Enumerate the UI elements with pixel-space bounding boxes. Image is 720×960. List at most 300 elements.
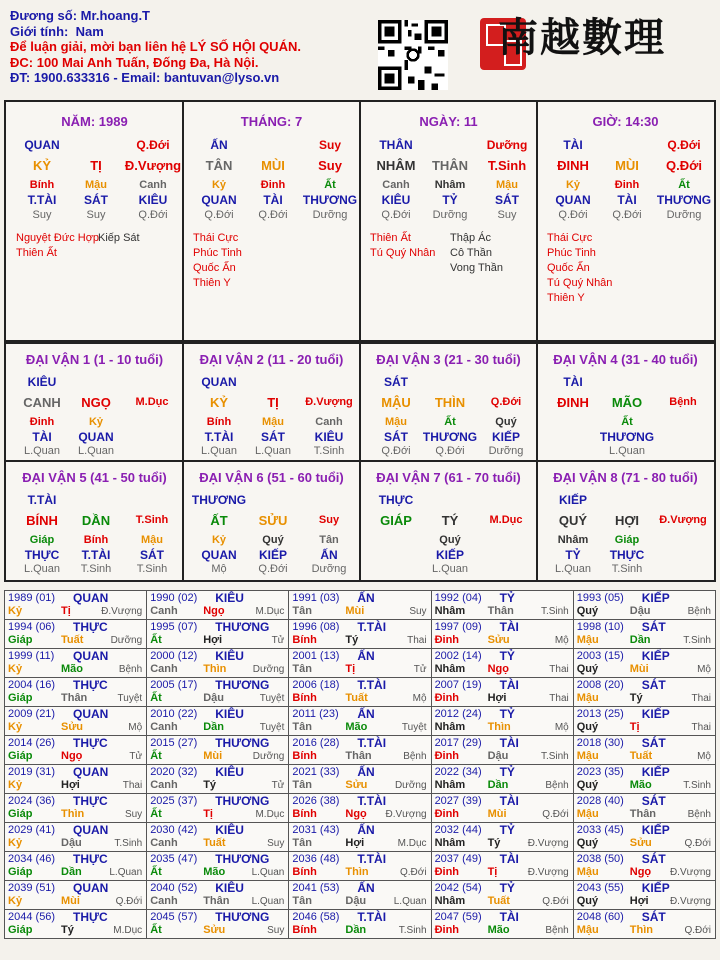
year-can: Ất <box>150 866 162 878</box>
year-cell <box>573 881 715 910</box>
dai-van-thap-than: KIÊU <box>27 375 57 389</box>
year-can: Tân <box>292 663 312 675</box>
dai-van-hidden-tg: T.TÀI <box>204 430 234 444</box>
dai-van-chi: TỊ <box>267 395 279 410</box>
year-label: 2029 (41) <box>8 824 56 836</box>
year-chi: Hợi <box>629 895 649 907</box>
year-label: 2042 (54) <box>434 882 482 894</box>
dai-van-hidden-ts: L.Quan <box>200 445 238 457</box>
dai-van-hidden-can: Ất <box>444 416 456 428</box>
year-truong-sinh: Tử <box>413 664 427 675</box>
dai-van-thap-than: KIẾP <box>558 493 588 507</box>
year-can: Bính <box>292 750 317 762</box>
dai-van-hidden-ts: L.Quan <box>554 563 592 575</box>
dai-van-thap-than: THƯƠNG <box>191 493 247 507</box>
star-good: Tú Quý Nhân <box>547 277 613 289</box>
year-label: 1989 (01) <box>8 592 56 604</box>
year-thap-than: THƯƠNG <box>215 852 270 866</box>
year-chi: Mão <box>629 779 652 791</box>
pillar-row5-cell: Suy <box>497 209 517 221</box>
year-label: 2041 (53) <box>292 882 340 894</box>
pillar-row5-cell: Q.Đới <box>558 209 588 221</box>
year-truong-sinh: Suy <box>124 809 143 820</box>
pillar-row3-cell: Đinh <box>614 179 640 191</box>
year-thap-than: THỰC <box>73 678 108 692</box>
dai-van-hidden-tg: KIẾP <box>435 548 465 562</box>
year-thap-than: TÀI <box>499 736 519 750</box>
pillar-row3-cell: Mậu <box>85 179 107 191</box>
contact-line-1: Để luận giải, mời bạn liên hệ LÝ SỐ HỘI QUÁN. <box>10 39 301 54</box>
pillar-row4-cell: TÀI <box>617 193 637 207</box>
year-thap-than: THỰC <box>73 910 108 924</box>
year-cell <box>431 591 573 620</box>
year-can: Nhâm <box>434 721 466 733</box>
year-chi: Dậu <box>203 692 224 704</box>
pillar-row1-cell: QUAN <box>24 138 60 152</box>
pillar-row4-cell: KIÊU <box>381 193 411 207</box>
year-truong-sinh: Q.Đới <box>684 838 711 849</box>
year-cell <box>147 881 289 910</box>
year-thap-than: ẤN <box>357 649 375 663</box>
year-truong-sinh: M.Dục <box>255 606 285 617</box>
year-chi: Dậu <box>487 750 509 762</box>
year-truong-sinh: Tử <box>129 751 143 762</box>
year-truong-sinh: Đ.Vượng <box>669 896 711 907</box>
year-truong-sinh: M.Dục <box>113 925 143 936</box>
year-chi: Hợi <box>345 837 365 849</box>
pillar-row3-cell: Canh <box>382 179 410 191</box>
dai-van-thap-than: TÀI <box>563 375 583 389</box>
dai-van-hidden-ts: T.Sinh <box>136 563 168 575</box>
year-chi: Thìn <box>487 721 511 733</box>
year-thap-than: TỶ <box>499 649 515 663</box>
year-can: Đinh <box>434 866 460 878</box>
pillar-row2-cell: Suy <box>318 158 342 173</box>
dai-van-hidden-ts: T.Sinh <box>80 563 112 575</box>
year-chi: Sửu <box>629 837 652 849</box>
year-can: Canh <box>150 895 178 907</box>
pillar-row2-cell: T.Sinh <box>487 158 527 173</box>
year-truong-sinh: L.Quan <box>393 896 427 907</box>
year-chi: Dần <box>487 779 509 791</box>
year-label: 2028 (40) <box>576 795 624 807</box>
dai-van-panel <box>4 342 716 582</box>
year-thap-than: KIẾP <box>641 707 670 721</box>
table-row <box>5 736 716 765</box>
year-truong-sinh: Mộ <box>554 635 569 646</box>
dai-van-can: GIÁP <box>380 513 412 528</box>
year-cell <box>147 707 289 736</box>
pillar-row2-cell: MÙI <box>615 158 639 173</box>
pillars-panel <box>4 100 716 342</box>
year-thap-than: SÁT <box>641 852 666 866</box>
year-truong-sinh: T.Sinh <box>683 780 711 791</box>
year-truong-sinh: Tuyệt <box>117 693 143 704</box>
year-truong-sinh: Thai <box>122 780 143 791</box>
year-can: Ất <box>150 692 162 704</box>
star-bad: Kiếp Sát <box>98 232 140 244</box>
dai-van-can: ẤT <box>210 513 228 528</box>
year-truong-sinh: T.Sinh <box>683 635 711 646</box>
year-cell <box>289 852 431 881</box>
year-can: Mậu <box>576 808 599 820</box>
year-thap-than: THỰC <box>73 794 108 808</box>
year-label: 2001 (13) <box>292 650 340 662</box>
dai-van-row-divider <box>6 460 714 462</box>
year-can: Kỷ <box>8 837 23 849</box>
year-chi: Mùi <box>203 750 223 762</box>
dai-van-truong-sinh: Suy <box>318 514 340 526</box>
year-chi: Thân <box>629 808 657 820</box>
dai-van-hidden-tg: TÀI <box>32 430 52 444</box>
star-bad: Thập Ác <box>450 232 491 244</box>
table-row <box>5 794 716 823</box>
year-cell <box>431 794 573 823</box>
dai-van-can: ĐINH <box>557 395 589 410</box>
year-thap-than: TỶ <box>499 765 515 779</box>
dai-van-hidden-ts: T.Sinh <box>313 445 345 457</box>
year-chi: Sửu <box>203 924 226 936</box>
pillar-row4-cell: TỶ <box>442 193 458 207</box>
dai-van-heading: ĐẠI VẬN 5 (41 - 50 tuổi) <box>22 470 167 485</box>
year-cell <box>573 707 715 736</box>
pillar-row5-cell: Dưỡng <box>666 209 702 221</box>
year-cell <box>431 765 573 794</box>
year-chi: Ngọ <box>345 808 367 820</box>
year-truong-sinh: Đ.Vượng <box>527 867 569 878</box>
year-can: Ất <box>150 808 162 820</box>
year-thap-than: TỶ <box>499 591 515 605</box>
dai-van-hidden-ts: Q.Đới <box>435 445 465 457</box>
table-row <box>5 678 716 707</box>
pillar-row3-cell: Canh <box>139 179 167 191</box>
dai-van-hidden-ts: L.Quan <box>254 445 292 457</box>
qr-code-icon <box>378 20 448 90</box>
year-chi: Dậu <box>345 895 367 907</box>
year-chi: Hợi <box>203 634 223 646</box>
year-cell <box>147 794 289 823</box>
year-cell <box>431 852 573 881</box>
pillar-row1-cell: TÀI <box>563 138 583 152</box>
dai-van-hidden-tg: THƯƠNG <box>599 430 655 444</box>
year-can: Bính <box>292 808 317 820</box>
year-thap-than: ẤN <box>357 591 375 605</box>
year-thap-than: SÁT <box>641 736 666 750</box>
year-thap-than: ẤN <box>357 881 375 895</box>
year-chi: Sửu <box>61 721 84 733</box>
year-cell <box>5 678 147 707</box>
dai-van-thap-than: SÁT <box>384 375 408 389</box>
year-chi: Ngọ <box>629 866 652 878</box>
dai-van-hidden-can: Kỷ <box>88 416 104 428</box>
star-good: Thái Cực <box>193 232 239 244</box>
year-cell <box>431 620 573 649</box>
year-thap-than: QUAN <box>73 649 109 663</box>
year-truong-sinh: Bệnh <box>687 809 711 820</box>
dai-van-can: MẬU <box>381 395 411 410</box>
year-truong-sinh: Tử <box>271 635 285 646</box>
annual-luck-table <box>4 590 716 939</box>
year-truong-sinh: T.Sinh <box>398 925 427 936</box>
year-thap-than: KIẾP <box>641 591 670 605</box>
year-label: 2015 (27) <box>150 737 198 749</box>
year-truong-sinh: Mộ <box>412 693 427 704</box>
year-thap-than: KIÊU <box>215 707 244 721</box>
year-label: 2006 (18) <box>292 679 340 691</box>
year-label: 1997 (09) <box>434 621 482 633</box>
year-label: 2013 (25) <box>576 708 624 720</box>
year-label: 2022 (34) <box>434 766 482 778</box>
dai-van-hidden-can: Quý <box>262 534 284 546</box>
year-thap-than: TỶ <box>499 823 515 837</box>
dai-van-can: KỶ <box>209 395 229 410</box>
pillar-row2-cell: Đ.Vượng <box>124 158 182 173</box>
year-can: Bính <box>292 692 317 704</box>
year-can: Đinh <box>434 692 460 704</box>
year-can: Kỷ <box>8 663 23 675</box>
dai-van-hidden-can: Giáp <box>614 534 640 546</box>
dai-van-heading: ĐẠI VẬN 7 (61 - 70 tuổi) <box>376 470 521 485</box>
year-cell <box>147 852 289 881</box>
dai-van-hidden-can: Tân <box>319 534 339 546</box>
pillar-row2-cell: MÙI <box>261 158 285 173</box>
year-truong-sinh: T.Sinh <box>540 606 569 617</box>
year-can: Quý <box>576 895 599 907</box>
year-chi: Tị <box>345 663 356 675</box>
pillar-row5-cell: Dưỡng <box>312 209 348 221</box>
year-can: Đinh <box>434 750 460 762</box>
year-chi: Tuất <box>61 634 84 646</box>
year-chi: Mùi <box>61 895 80 907</box>
year-thap-than: SÁT <box>641 910 666 924</box>
year-can: Mậu <box>576 750 599 762</box>
year-cell <box>289 794 431 823</box>
pillar-row5-cell: Suy <box>86 209 106 221</box>
year-chi: Tuất <box>203 837 226 849</box>
year-chi: Dần <box>345 924 367 936</box>
star-good: Thiên Y <box>193 277 231 289</box>
year-truong-sinh: M.Dục <box>397 838 427 849</box>
year-label: 2031 (43) <box>292 824 340 836</box>
year-thap-than: SÁT <box>641 678 666 692</box>
year-cell <box>147 765 289 794</box>
pillar-row4-cell: THƯƠNG <box>302 193 358 207</box>
year-cell <box>289 823 431 852</box>
year-can: Bính <box>292 924 317 936</box>
table-row <box>5 591 716 620</box>
year-label: 2003 (15) <box>576 650 624 662</box>
year-label: 2007 (19) <box>434 679 482 691</box>
year-label: 2030 (42) <box>150 824 198 836</box>
year-cell <box>5 852 147 881</box>
year-thap-than: THỰC <box>73 852 108 866</box>
dai-van-hidden-can: Mậu <box>385 416 407 428</box>
year-cell <box>573 823 715 852</box>
year-truong-sinh: Bệnh <box>118 664 143 675</box>
table-row <box>5 881 716 910</box>
dai-van-heading: ĐẠI VẬN 8 (71 - 80 tuổi) <box>553 470 698 485</box>
star-bad: Cô Thần <box>450 247 492 259</box>
year-cell <box>289 765 431 794</box>
dai-van-hidden-ts: L.Quan <box>608 445 646 457</box>
pillar-row4-cell: SÁT <box>495 193 519 207</box>
year-thap-than: THỰC <box>73 736 108 750</box>
dai-van-chi: SỬU <box>258 513 288 528</box>
year-cell <box>431 707 573 736</box>
year-can: Canh <box>150 605 178 617</box>
year-chi: Thìn <box>203 663 227 675</box>
year-thap-than: THƯƠNG <box>215 620 270 634</box>
year-thap-than: T.TÀI <box>357 620 387 634</box>
year-cell <box>289 881 431 910</box>
year-label: 1991 (03) <box>292 592 340 604</box>
star-good: Thiên Ất <box>16 247 57 259</box>
year-label: 1992 (04) <box>434 592 482 604</box>
year-can: Giáp <box>8 634 33 646</box>
year-label: 2002 (14) <box>434 650 482 662</box>
dai-van-hidden-tg: QUAN <box>78 430 114 444</box>
dai-van-truong-sinh: M.Dục <box>489 514 523 526</box>
year-truong-sinh: Bệnh <box>403 751 427 762</box>
dai-van-hidden-tg: THỰC <box>609 548 645 562</box>
pillar-row2-cell: THÂN <box>431 158 469 173</box>
year-cell <box>573 910 715 939</box>
table-row <box>5 823 716 852</box>
table-row <box>5 707 716 736</box>
year-cell <box>5 823 147 852</box>
year-can: Tân <box>292 605 312 617</box>
year-chi: Dần <box>203 721 224 733</box>
year-truong-sinh: L.Quan <box>109 867 143 878</box>
dai-van-heading: ĐẠI VẬN 3 (21 - 30 tuổi) <box>376 352 521 367</box>
dai-van-hidden-can: Quý <box>495 416 517 428</box>
year-truong-sinh: Bệnh <box>687 606 711 617</box>
year-thap-than: TÀI <box>499 794 519 808</box>
year-label: 2043 (55) <box>576 882 624 894</box>
year-cell <box>289 678 431 707</box>
year-thap-than: KIẾP <box>641 765 670 779</box>
year-label: 2005 (17) <box>150 679 198 691</box>
year-truong-sinh: Q.Đới <box>684 925 711 936</box>
star-good: Tú Quý Nhân <box>370 247 436 259</box>
dai-van-truong-sinh: Đ.Vượng <box>305 396 353 408</box>
year-thap-than: T.TÀI <box>357 678 387 692</box>
contact-line-2: ĐC: 100 Mai Anh Tuấn, Đống Đa, Hà Nội. <box>10 54 259 70</box>
dai-van-thap-than: THỰC <box>378 493 414 507</box>
year-can: Ất <box>150 634 162 646</box>
year-label: 1993 (05) <box>576 592 624 604</box>
year-truong-sinh: Q.Đới <box>400 867 427 878</box>
year-thap-than: ẤN <box>357 823 375 837</box>
year-label: 2033 (45) <box>576 824 624 836</box>
year-can: Giáp <box>8 924 33 936</box>
year-chi: Thìn <box>61 808 85 820</box>
pillar-row2-cell: Q.Đới <box>666 158 702 173</box>
year-chi: Tý <box>487 837 501 849</box>
year-cell <box>5 910 147 939</box>
year-cell <box>147 910 289 939</box>
year-truong-sinh: Thai <box>549 664 569 675</box>
pillar-row3-cell: Ất <box>678 179 690 191</box>
year-can: Giáp <box>8 866 33 878</box>
year-truong-sinh: Suy <box>409 606 427 617</box>
dai-van-hidden-can: Canh <box>315 416 343 428</box>
year-label: 2037 (49) <box>434 853 482 865</box>
year-can: Bính <box>292 634 317 646</box>
year-can: Mậu <box>576 866 599 878</box>
year-can: Canh <box>150 837 178 849</box>
pillar-row4-cell: QUAN <box>201 193 237 207</box>
dai-van-can: BÍNH <box>26 513 58 528</box>
year-chi: Dần <box>629 634 651 646</box>
year-cell <box>5 736 147 765</box>
year-chi: Tị <box>203 808 213 820</box>
dai-van-hidden-can: Đinh <box>29 416 55 428</box>
dai-van-hidden-tg: THỰC <box>24 548 60 562</box>
star-good: Phúc Tinh <box>547 247 596 259</box>
year-can: Nhâm <box>434 663 466 675</box>
year-can: Kỷ <box>8 605 23 617</box>
year-thap-than: T.TÀI <box>357 910 387 924</box>
year-thap-than: TỶ <box>499 881 515 895</box>
year-thap-than: THƯƠNG <box>215 678 270 692</box>
dai-van-chi: HỢI <box>614 513 640 528</box>
pillar-row4-cell: KIÊU <box>138 193 168 207</box>
year-thap-than: QUAN <box>73 707 109 721</box>
year-truong-sinh: Tuyệt <box>259 722 285 733</box>
year-thap-than: TÀI <box>499 620 519 634</box>
pillar-row2-cell: TỊ <box>90 158 102 173</box>
year-truong-sinh: Suy <box>267 838 285 849</box>
dai-van-truong-sinh: M.Dục <box>135 396 169 408</box>
year-truong-sinh: Q.Đới <box>542 896 569 907</box>
dai-van-hidden-ts: Dưỡng <box>488 445 524 457</box>
year-can: Tân <box>292 895 312 907</box>
year-truong-sinh: Dưỡng <box>394 780 427 791</box>
year-truong-sinh: Mộ <box>697 664 711 675</box>
dai-van-hidden-can: Giáp <box>29 534 55 546</box>
dai-van-chi: MÃO <box>611 395 643 410</box>
pillar-row4-cell: SÁT <box>84 193 108 207</box>
year-label: 1998 (10) <box>576 621 624 633</box>
year-thap-than: QUAN <box>73 765 109 779</box>
year-label: 1999 (11) <box>8 650 55 662</box>
brand-title: 南越數理 <box>498 14 666 61</box>
dai-van-hidden-ts: L.Quan <box>431 563 469 575</box>
year-label: 2038 (50) <box>576 853 624 865</box>
year-thap-than: T.TÀI <box>357 852 387 866</box>
year-label: 2044 (56) <box>8 911 56 923</box>
year-label: 2019 (31) <box>8 766 56 778</box>
year-can: Giáp <box>8 808 33 820</box>
dai-van-hidden-tg: SÁT <box>384 430 408 444</box>
year-cell <box>5 620 147 649</box>
dai-van-hidden-can: Kỷ <box>211 534 227 546</box>
dai-van-truong-sinh: Q.Đới <box>490 396 522 408</box>
year-label: 2047 (59) <box>434 911 482 923</box>
year-cell <box>289 649 431 678</box>
year-thap-than: THỰC <box>73 620 108 634</box>
dai-van-heading: ĐẠI VẬN 4 (31 - 40 tuổi) <box>553 352 698 367</box>
year-can: Kỷ <box>8 779 23 791</box>
year-label: 2011 (23) <box>292 708 339 720</box>
header-info <box>10 8 340 86</box>
dai-van-can: QUÝ <box>558 513 588 528</box>
year-can: Ất <box>150 750 162 762</box>
year-label: 2032 (44) <box>434 824 482 836</box>
year-chi: Tý <box>203 779 217 791</box>
star-good: Quốc Ấn <box>193 262 236 274</box>
